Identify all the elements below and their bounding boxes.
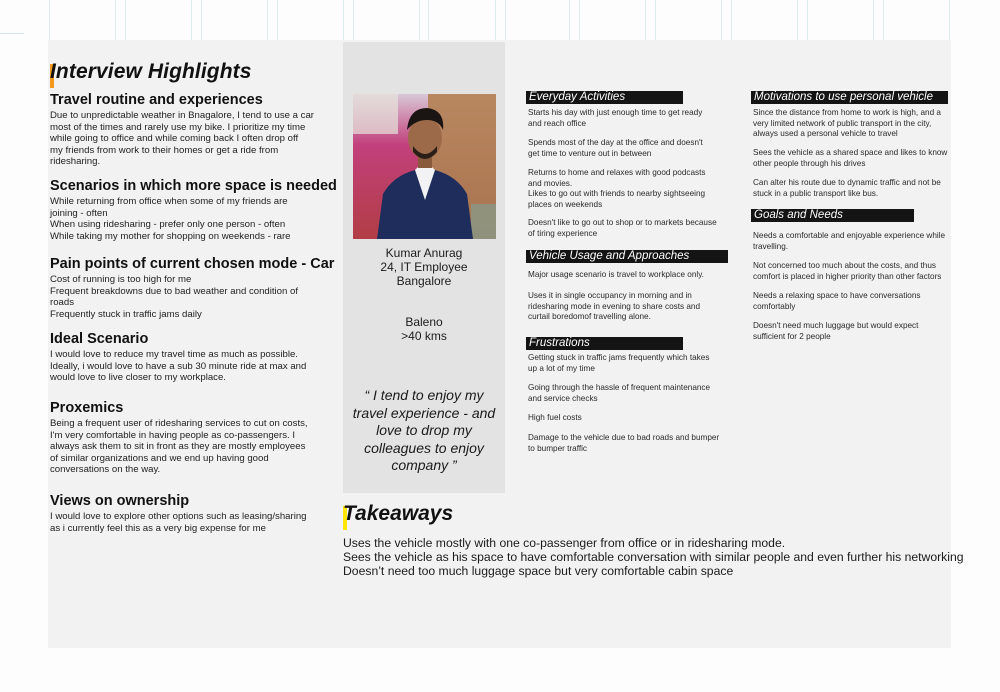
list-item-line: Damage to the vehicle due to bad roads and bumper	[528, 433, 720, 442]
profile-distance: >40 kms	[401, 329, 447, 343]
section-line: Frequent breakdowns due to bad weather and condition of	[50, 285, 299, 297]
list-item-line: other people through his drives	[753, 158, 866, 168]
profile-city: Bangalore	[396, 274, 452, 288]
section-line: while going to office and while coming back I often drop off	[50, 133, 299, 145]
list-item-line: Getting stuck in traffic jams frequently which takes	[528, 353, 710, 362]
section-line: as i currently feel this as a very big expense for me	[50, 522, 266, 534]
list-item-line: Sees the vehicle as a shared space and likes to know	[753, 148, 948, 157]
section-line: conversations on the way.	[50, 464, 161, 476]
profile-car: Baleno	[405, 315, 443, 329]
everyday-activities-header: Everyday Activities	[526, 91, 683, 104]
list-item	[753, 321, 918, 342]
list-item-line: get time to venture out in between	[528, 148, 652, 158]
list-item-line: and service checks	[528, 393, 598, 403]
list-item	[528, 413, 582, 424]
list-item-line: comfortably	[753, 301, 796, 311]
section-body	[50, 418, 325, 476]
section-title: Pain points of current chosen mode - Car	[50, 256, 335, 272]
section-line: When using ridesharing - prefer only one person - often	[50, 219, 286, 231]
section-line: While taking my mother for shopping on weekends - rare	[50, 230, 291, 242]
list-item-line: stuck in a public transport like bus.	[753, 188, 879, 198]
section-line: Cost of running is too high for me	[50, 274, 192, 285]
section-body	[50, 274, 325, 320]
list-item-line: ridesharing mode in evening to share costs and	[528, 301, 701, 311]
section-body	[50, 196, 325, 242]
section-line: my friends from work to their homes or get a ride from	[50, 144, 279, 156]
section-line: Due to unpredictable weather in Bnagalore, I tend to use a car	[50, 110, 314, 121]
takeaways-title: Takeaways	[343, 502, 454, 525]
section-line: Being a frequent user of ridesharing services to cut on costs,	[50, 418, 308, 429]
list-item	[528, 270, 704, 281]
takeaway-line: Sees the vehicle as his space to have comfortable conversation with similar people and even further his networking	[343, 550, 964, 564]
list-item-line: Needs a comfortable and enjoyable experience while	[753, 231, 946, 240]
list-item	[528, 138, 703, 159]
section-line: Ideally, i would love to have a sub 30 minute ride at max and	[50, 360, 307, 372]
section-line: While returning from office when some of my friends are	[50, 196, 288, 207]
list-item-line: High fuel costs	[528, 413, 582, 422]
list-item-line: and reach office	[528, 118, 587, 128]
list-item-line: and movies.	[528, 178, 573, 188]
frustrations-header: Frustrations	[526, 337, 683, 350]
list-item	[753, 261, 941, 282]
section-line: I would love to reduce my travel time as much as possible.	[50, 349, 298, 360]
list-item-line: Likes to go out with friends to nearby sightseeing	[528, 189, 706, 199]
list-item	[753, 108, 941, 140]
list-item-line: of tiring experience	[528, 228, 598, 238]
list-item-line: comfort is placed in higher priority than other factors	[753, 271, 942, 281]
list-item-line: sufficient for 2 people	[753, 331, 831, 341]
profile-photo	[353, 94, 496, 239]
section-line: I'm very comfortable in having people as co-passengers. I	[50, 429, 295, 441]
section-title: Ideal Scenario	[50, 331, 149, 347]
list-item	[753, 178, 941, 199]
section-title: Views on ownership	[50, 493, 190, 509]
motivations-header: Motivations to use personal vehicle	[751, 91, 948, 104]
list-item	[528, 353, 709, 374]
section-body	[50, 511, 325, 534]
section-body	[50, 349, 325, 384]
section-title: Travel routine and experiences	[50, 92, 263, 108]
list-item-line: places on weekends	[528, 199, 603, 209]
list-item-line: Can alter his route due to dynamic traffic and not be	[753, 178, 941, 187]
section-line: most of the times and rarely use my bike. I prioritize my time	[50, 121, 306, 133]
vehicle-usage-header: Vehicle Usage and Approaches	[526, 250, 728, 263]
goals-needs-header: Goals and Needs	[751, 209, 914, 222]
list-item-line: very limited network of public transport in the city,	[753, 118, 932, 128]
list-item	[528, 168, 706, 210]
list-item	[753, 291, 921, 312]
list-item	[528, 218, 717, 239]
list-item-line: Returns to home and relaxes with good podcasts	[528, 168, 706, 177]
section-body	[50, 110, 325, 168]
takeaway-line: Uses the vehicle mostly with one co-passenger from office or in ridesharing mode.	[343, 536, 786, 550]
list-item-line: always used a personal vehicle to travel	[753, 129, 898, 139]
list-item	[528, 433, 719, 454]
section-title: Proxemics	[50, 400, 124, 416]
list-item-line: Major usage scenario is travel to workplace only.	[528, 270, 704, 279]
list-item-line: Needs a relaxing space to have conversations	[753, 291, 921, 300]
list-item	[753, 148, 947, 169]
section-line: I would love to explore other options such as leasing/sharing	[50, 511, 307, 522]
guide-line	[0, 33, 24, 34]
section-title: Scenarios in which more space is needed	[50, 178, 337, 194]
interview-title: Interview Highlights	[50, 60, 252, 83]
profile-age-job: 24, IT Employee	[380, 260, 468, 274]
list-item-line: Doesn't need much luggage but would expect	[753, 321, 919, 330]
person-photo-icon	[353, 94, 496, 239]
list-item	[753, 231, 945, 252]
list-item-line: Since the distance from home to work is high, and a	[753, 108, 941, 117]
list-item-line: Doesn't like to go out to shop or to markets because	[528, 218, 717, 227]
section-line: would love to live closer to my workplace.	[50, 372, 226, 384]
list-item-line: Not concerned too much about the costs, and thus	[753, 261, 936, 270]
list-item-line: Going through the hassle of frequent maintenance	[528, 383, 711, 392]
section-line: joining - often	[50, 207, 108, 219]
list-item-line: travelling.	[753, 241, 789, 251]
list-item-line: to bumper traffic	[528, 443, 588, 453]
list-item-line: Spends most of the day at the office and doesn't	[528, 138, 703, 147]
list-item-line: Starts his day with just enough time to get ready	[528, 108, 703, 117]
profile-name: Kumar Anurag	[385, 246, 463, 260]
list-item	[528, 108, 702, 129]
section-line: roads	[50, 297, 74, 309]
profile-quote: “ I tend to enjoy my travel experience - and love to drop my colleagues to enjoy company ”	[352, 387, 496, 473]
list-item-line: up a lot of my time	[528, 363, 595, 373]
list-item-line: Uses it in single occupancy in morning and in	[528, 291, 692, 300]
section-line: ridesharing.	[50, 156, 101, 168]
takeaway-line: Doesn’t need too much luggage space but very comfortable cabin space	[343, 564, 734, 578]
section-line: of similar organizations and we end up having good	[50, 452, 269, 464]
list-item-line: curtail boredomof travelling alone.	[528, 312, 651, 322]
list-item	[528, 291, 700, 323]
section-line: Frequently stuck in traffic jams daily	[50, 308, 202, 320]
list-item	[528, 383, 710, 404]
section-line: always ask them to sit in front as they are mostly employees	[50, 441, 306, 453]
